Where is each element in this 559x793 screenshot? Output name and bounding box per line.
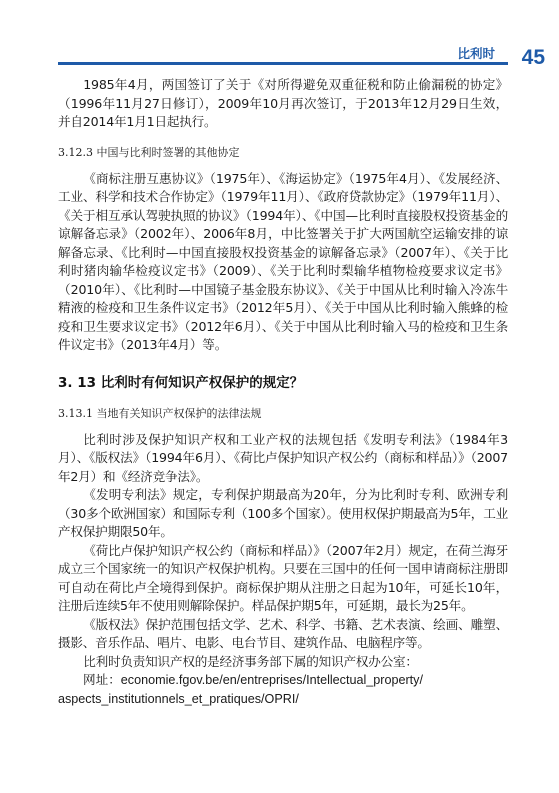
patent-law-paragraph: 《发明专利法》规定，专利保护期最高为20年，分为比利时专利、欧洲专利（30多个欧洲国家）和国际专利（100多个国家）。使用权保护期最高为5年，工业产权保护期限50年。 bbox=[58, 487, 508, 539]
page-content bbox=[58, 76, 508, 708]
copyright-law-paragraph: 《版权法》保护范围包括文学、艺术、科学、书籍、艺术表演、绘画、雕塑、摄影、音乐作品、唱片、电影、电台节目、建筑作品、电脑程序等。 bbox=[58, 616, 508, 650]
ip-office-url-line-1: 网址：economie.fgov.be/en/entreprises/Intellectual_property/ bbox=[83, 673, 423, 687]
ip-office-url-line-2: aspects_institutionnels_et_pratiques/OPRI/ bbox=[58, 691, 299, 706]
subsection-heading-3-13-1: 3.13.1 当地有关知识产权保护的法律法规 bbox=[58, 406, 262, 420]
page-number: 45 bbox=[521, 46, 545, 69]
benelux-convention-paragraph: 《荷比卢保护知识产权公约（商标和样品）》（2007年2月）规定，在荷兰海牙成立三个国家统一的知识产权保护机构。只要在三国中的任何一国申请商标注册即可自动在荷比卢全境得到保护。商标保护期从注册之日起为10年，可延长10年，注册后连续5年不使用则解除保护。样品保护期5年，可延期，最长为25年。 bbox=[58, 542, 508, 613]
intro-paragraph: 1985年4月，两国签订了关于《对所得避免双重征税和防止偷漏税的协定》（1996年11月27日修订），2009年10月再次签订，于2013年12月29日生效，并自2014年1月1日起执行。 bbox=[58, 77, 508, 129]
other-agreements-paragraph: 《商标注册互惠协议》（1975年）、《海运协定》（1975年4月）、《发展经济、工业、科学和技术合作协定》（1979年11月）、《政府贷款协定》（1979年11月）、《关于相互承认驾驶执照的协议》（1994年）、《中国—比利时直接股权投资基金的谅解备忘录》（2002年）、2006年8月，中比签署关于扩大两国航空运输安排的谅解备忘录、《比利时—中国直接股权投资基金的谅解备忘录》（2007年）、《关于比利时猪肉输华检疫议定书》（2009）、《关于比利时梨输华植物检疫要求议定书》（2010年）、《比利时—中国镜子基金股东协议》、《关于中国从比利时输入冷冻牛精液的检疫和卫生条件议定书》（2012年5月）、《关于中国从比利时输入熊蜂的检疫和卫生要求议定书》（2012年6月）、《关于中国从比利时输入马的检疫和卫生条件议定书》（2013年4月）等。 bbox=[58, 170, 508, 352]
running-header-title: 比利时 bbox=[457, 46, 495, 61]
header-rule bbox=[58, 62, 508, 65]
ip-laws-paragraph: 比利时涉及保护知识产权和工业产权的法规包括《发明专利法》（1984年3月）、《版权法》（1994年6月）、《荷比卢保护知识产权公约（商标和样品）》（2007年2月）和《经济竞争法》。 bbox=[58, 431, 508, 484]
ip-office-paragraph: 比利时负责知识产权的是经济事务部下属的知识产权办公室： bbox=[83, 653, 418, 669]
page-header bbox=[0, 0, 559, 68]
subsection-heading-3-12-3: 3.12.3 中国与比利时签署的其他协定 bbox=[58, 145, 240, 159]
section-heading-3-13: 3. 13 比利时有何知识产权保护的规定？ bbox=[58, 374, 304, 391]
